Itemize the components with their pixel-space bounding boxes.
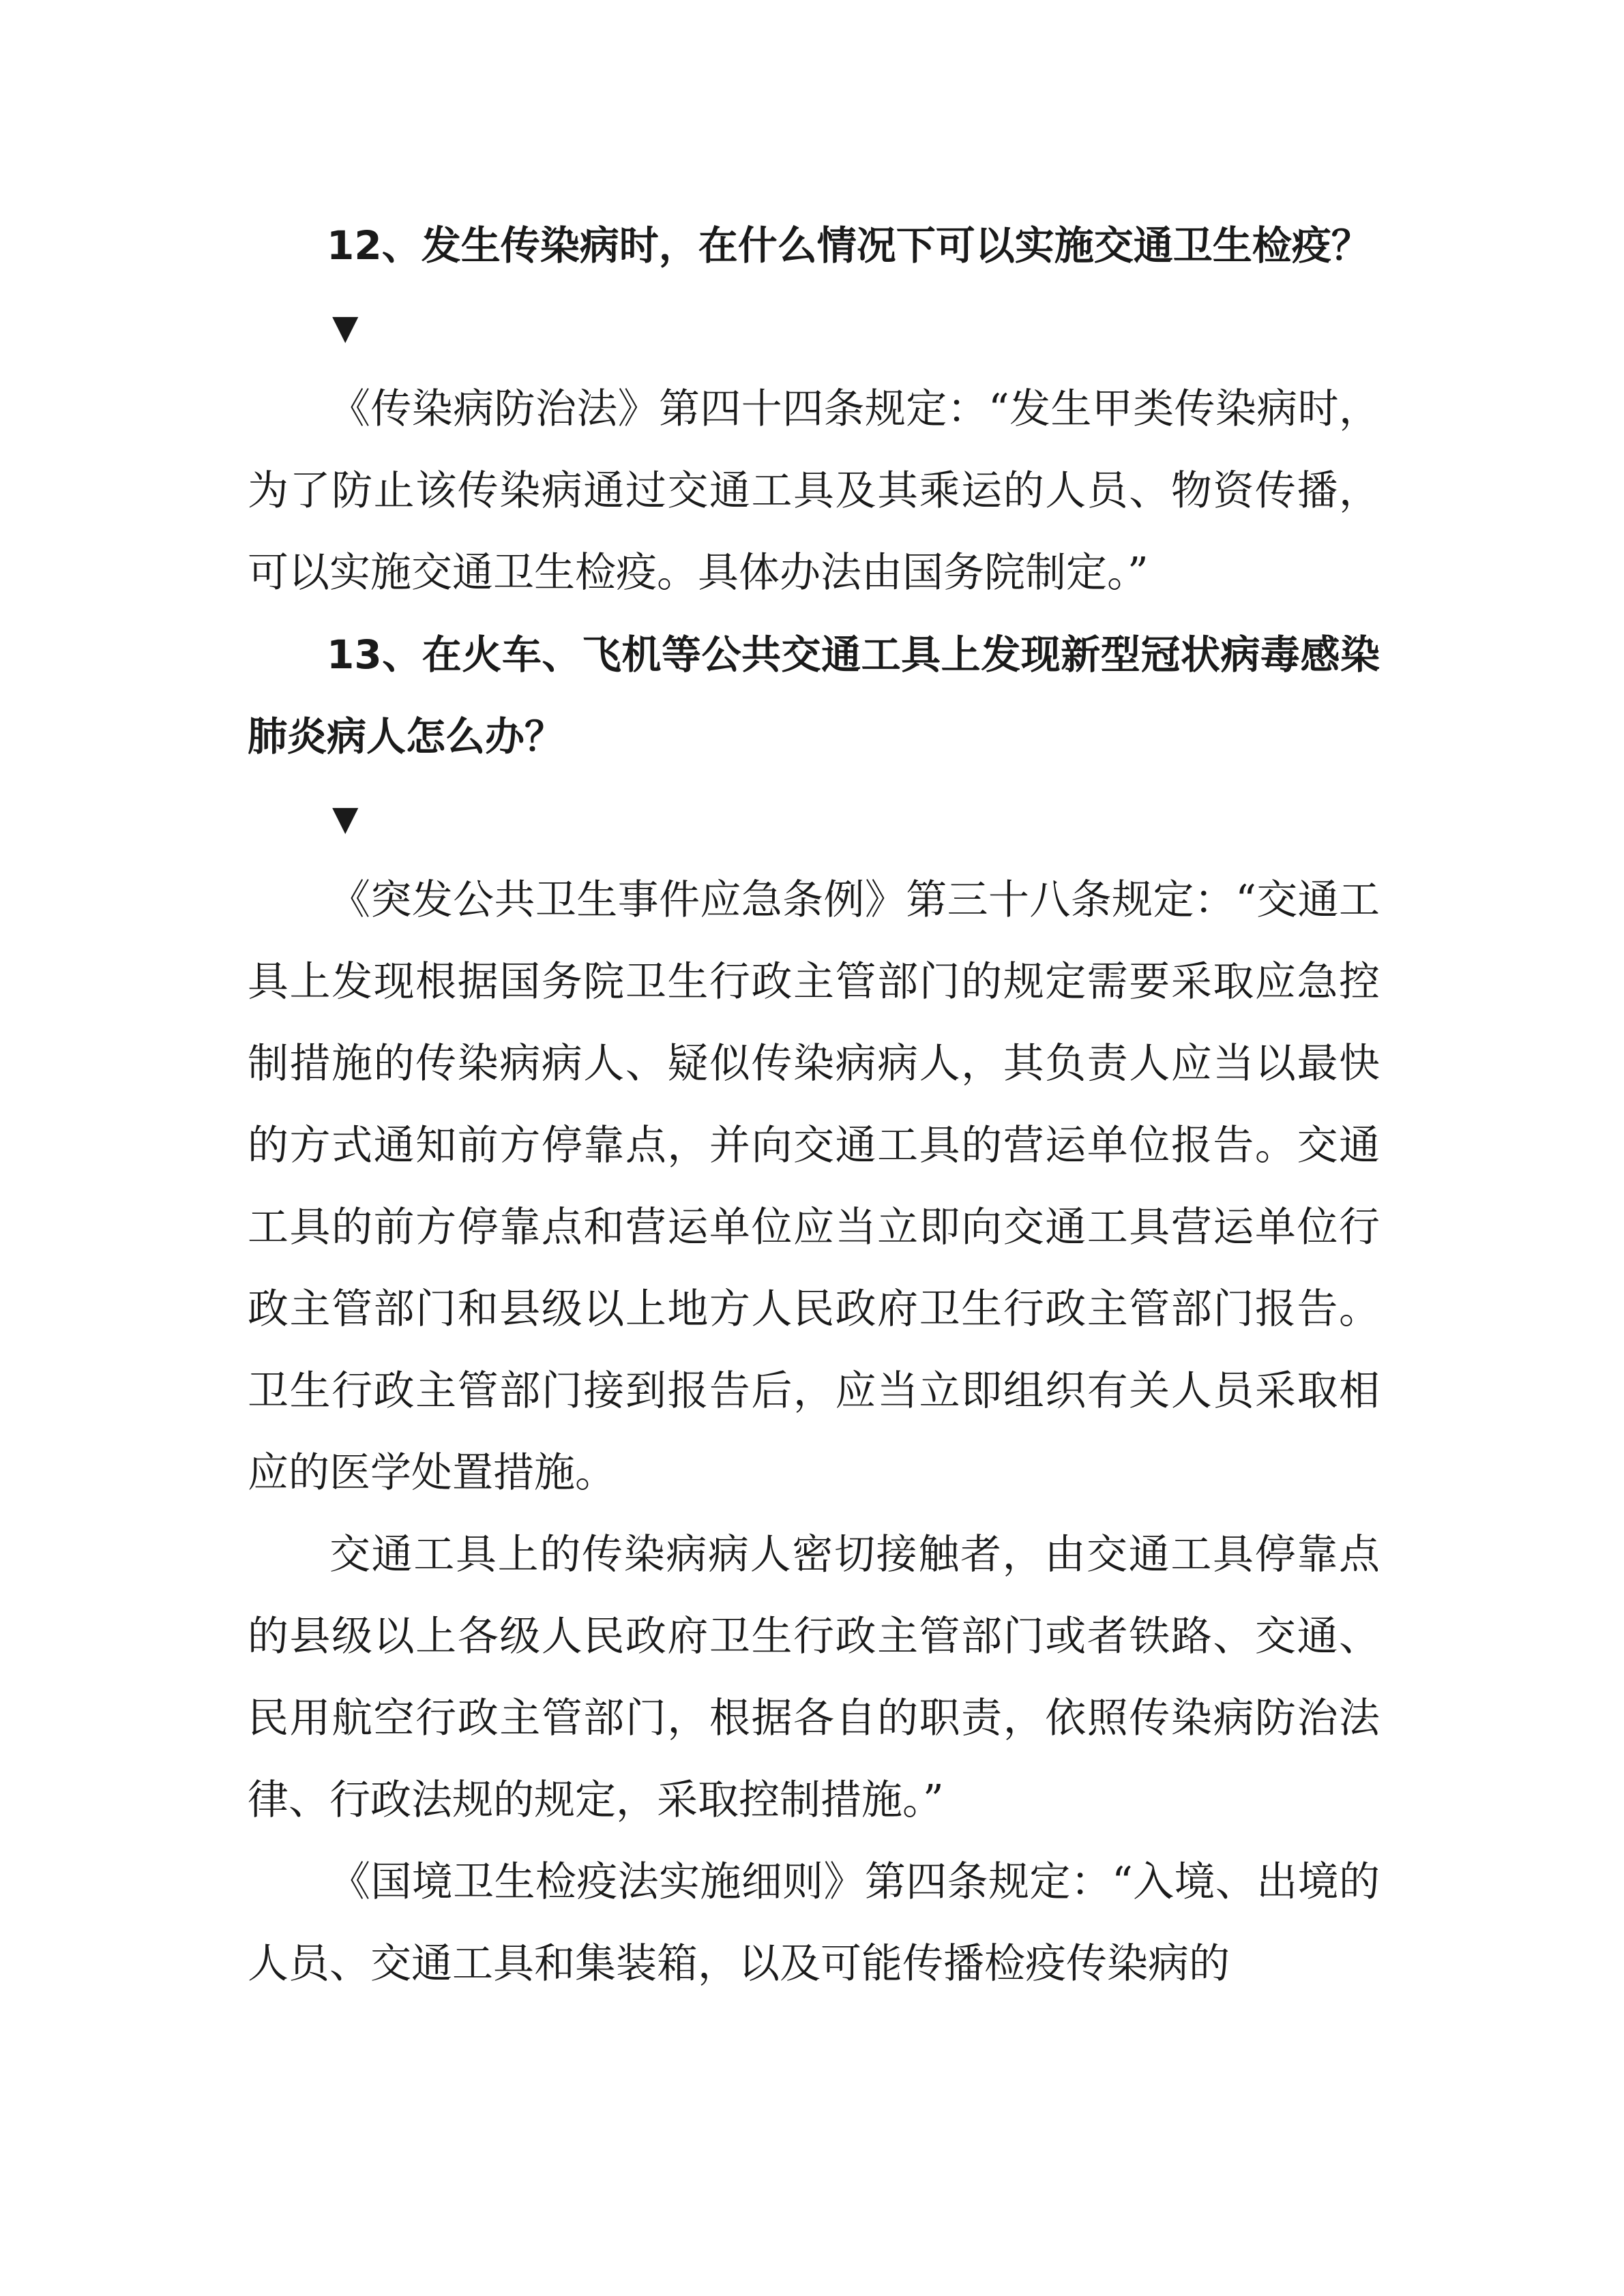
question-12-title: 12、发生传染病时，在什么情况下可以实施交通卫生检疫？ bbox=[327, 222, 1371, 269]
answer-13-paragraph-2: 交通工具上的传染病病人密切接触者，由交通工具停靠点的县级以上各级人民政府卫生行政主管部门或者铁路、交通、民用航空行政主管部门，根据各自的职责，依照传染病防治法律、行政法规的规定，采取控制措施。” bbox=[248, 1531, 1380, 1824]
answer-13-paragraph-3: 《国境卫生检疫法实施细则》第四条规定：“入境、出境的人员、交通工具和集装箱，以及可能传播检疫传染病的 bbox=[248, 1858, 1380, 1988]
answer-12: 《传染病防治法》第四十四条规定：“发生甲类传染病时，为了防止该传染病通过交通工具及其乘运的人员、物资传播，可以实施交通卫生检疫。具体办法由国务院制定。” bbox=[248, 385, 1380, 597]
answer-13-paragraph-1: 《突发公共卫生事件应急条例》第三十八条规定：“交通工具上发现根据国务院卫生行政主管部门的规定需要采取应急控制措施的传染病病人、疑似传染病病人，其负责人应当以最快的方式通知前方停靠点，并向交通工具的营运单位报告。交通工具的前方停靠点和营运单位应当立即向交通工具营运单位行政主管部门和县级以上地方人民政府卫生行政主管部门报告。卫生行政主管部门接到报告后，应当立即组织有关人员采取相应的医学处置措施。 bbox=[248, 876, 1380, 1497]
down-triangle-icon: ▼ bbox=[332, 308, 359, 347]
document-page bbox=[248, 205, 1380, 2005]
down-triangle-icon: ▼ bbox=[332, 799, 359, 838]
question-13-title: 13、在火车、飞机等公共交通工具上发现新型冠状病毒感染肺炎病人怎么办？ bbox=[248, 631, 1380, 760]
